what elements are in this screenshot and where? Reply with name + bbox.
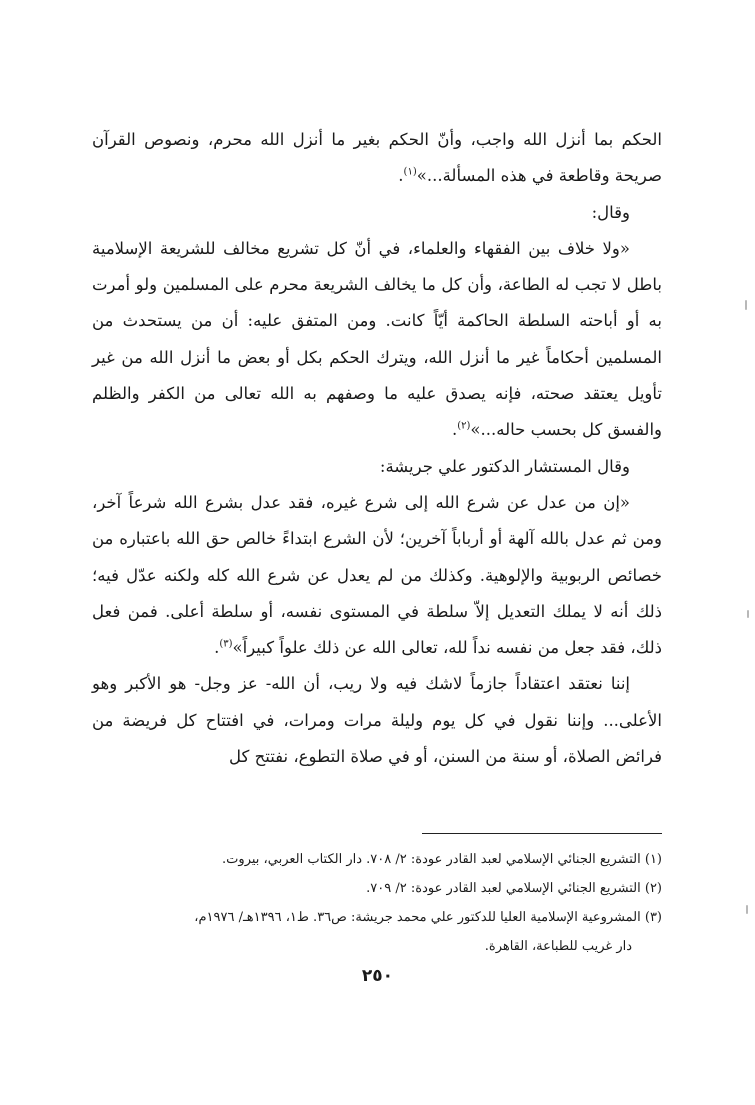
paragraph-3-text: «ولا خلاف بين الفقهاء والعلماء، في أنّ كل تشريع مخالف للشريعة الإسلامية باطل لا تجب له الطاعة، وأن كل ما يخالف الشريعة محرم على المسلمين ولو أمرت به أو أباحته السلطة الحاكمة أيّاً كانت. ومن المتفق عليه: أن من يستحدث من المسلمين أحكاماً غير ما أنزل الله، ويترك الحكم بكل أو بعض ما أنزل الله من غير تأويل يعتقد صحته، فإنه يصدق عليه ما وصفهم به الله تعالى من الكفر والظلم والفسق كل بحسب حاله...» bbox=[92, 238, 662, 440]
footnotes bbox=[92, 845, 662, 961]
paragraph-5-end: . bbox=[214, 638, 220, 658]
footnote-3-continuation: دار غريب للطباعة، القاهرة. bbox=[484, 939, 632, 954]
footnote-separator bbox=[422, 833, 662, 834]
paragraph-4: وقال المستشار الدكتور علي جريشة: bbox=[379, 456, 630, 476]
page-number: ٢٥٠ bbox=[361, 966, 394, 986]
scan-edge-mark bbox=[747, 610, 749, 618]
footnote-ref-1: (١) bbox=[403, 166, 417, 178]
footnote-ref-3: (٣) bbox=[219, 638, 233, 650]
paragraph-1 bbox=[92, 122, 662, 195]
paragraph-6: إننا نعتقد اعتقاداً جازماً لاشك فيه ولا ريب، أن الله- عز وجل- هو الأكبر وهو الأعلى... وإننا نقول في كل يوم وليلة مرات ومرات، في افتتاح كل فريضة من فرائض الصلاة، أو سنة من السنن، أو في صلاة التطوع، نفتتح كل bbox=[92, 674, 662, 767]
paragraph-5 bbox=[92, 485, 662, 666]
paragraph-3-end: . bbox=[451, 420, 458, 440]
main-text bbox=[92, 122, 662, 775]
paragraph-1-text: الحكم بما أنزل الله واجب، وأنّ الحكم بغير ما أنزل الله محرم، ونصوص القرآن صريحة وقاطعة في هذه المسألة...» bbox=[92, 130, 662, 186]
paragraph-1-end: . bbox=[398, 166, 404, 186]
scan-edge-mark bbox=[745, 300, 747, 310]
paragraph-5-text: «إن من عدل عن شرع الله إلى شرع غيره، فقد عدل بشرع الله شرعاً آخر، ومن ثم عدل بالله آلهة أو أرباباً آخرين؛ لأن الشرع ابتداءً خالص حق الله باعتباره من خصائص الربوبية والإلوهية. وكذلك من لم يعدل عن شرع الله كله ولكنه عدّل فيه؛ ذلك أنه لا يملك التعديل إلاّ سلطة في المستوى نفسه، أو سلطة أعلى. فمن فعل ذلك، فقد جعل من نفسه نداً لله، تعالى الله عن ذلك علواً كبيراً» bbox=[92, 492, 662, 658]
footnote-1: (١) التشريع الجنائي الإسلامي لعبد القادر عودة: ٢/ ٧٠٨. دار الكتاب العربي، بيروت. bbox=[222, 852, 662, 867]
scan-edge-mark bbox=[746, 905, 748, 914]
paragraph-2: وقال: bbox=[591, 202, 630, 222]
footnote-ref-2: (٢) bbox=[457, 420, 471, 432]
footnote-3: (٣) المشروعية الإسلامية العليا للدكتور علي محمد جريشة: ص٣٦. ط١، ١٣٩٦هـ/ ١٩٧٦م، bbox=[194, 910, 662, 925]
footnote-2: (٢) التشريع الجنائي الإسلامي لعبد القادر عودة: ٢/ ٧٠٩. bbox=[366, 881, 662, 896]
paragraph-3 bbox=[92, 231, 662, 449]
